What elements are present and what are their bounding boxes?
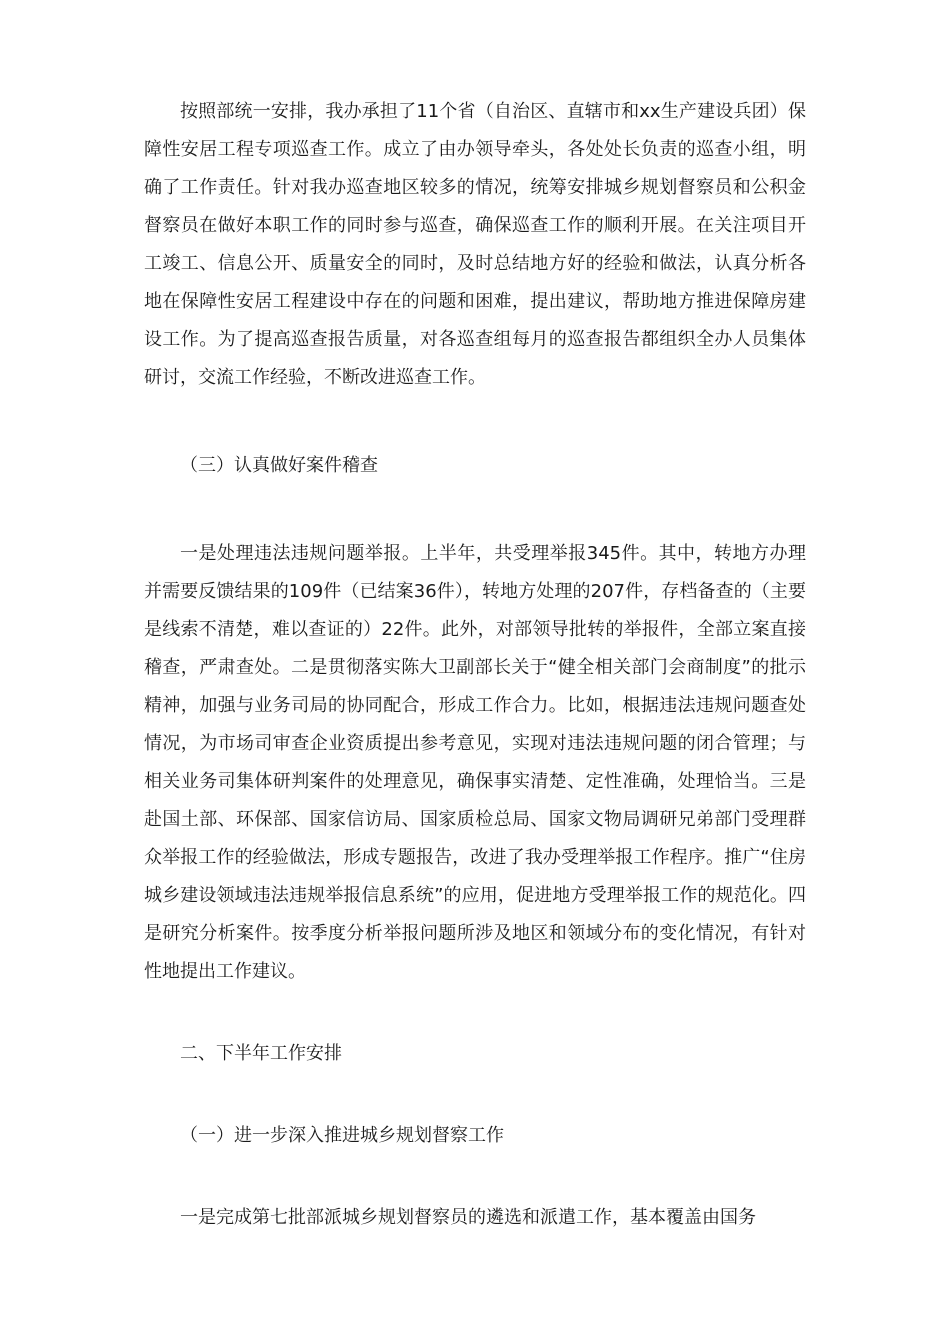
document-body	[144, 93, 806, 1237]
spacer	[144, 1073, 806, 1117]
spacer	[144, 1155, 806, 1199]
spacer	[144, 991, 806, 1035]
spacer	[144, 485, 806, 535]
paragraph-inspection-work: 按照部统一安排，我办承担了11个省（自治区、直辖市和xx生产建设兵团）保障性安居工程专项巡查工作。成立了由办领导牵头，各处处长负责的巡查小组，明确了工作责任。针对我办巡查地区较多的情况，统筹安排城乡规划督察员和公积金督察员在做好本职工作的同时参与巡查，确保巡查工作的顺利开展。在关注项目开工竣工、信息公开、质量安全的同时，及时总结地方好的经验和做法，认真分析各地在保障性安居工程建设中存在的问题和困难，提出建议，帮助地方推进保障房建设工作。为了提高巡查报告质量，对各巡查组每月的巡查报告都组织全办人员集体研讨，交流工作经验，不断改进巡查工作。	[144, 101, 806, 388]
heading-second-half-plan: 二、下半年工作安排	[180, 1043, 342, 1064]
paragraph-inspector-selection: 一是完成第七批部派城乡规划督察员的遴选和派遣工作，基本覆盖由国务	[180, 1207, 756, 1228]
paragraph-case-handling: 一是处理违法违规问题举报。上半年，共受理举报345件。其中，转地方办理并需要反馈结果的109件（已结案36件），转地方处理的207件，存档备查的（主要是线索不清楚，难以查证的）22件。此外，对部领导批转的举报件，全部立案直接稽查，严肃查处。二是贯彻落实陈大卫副部长关于“健全相关部门会商制度”的批示精神，加强与业务司局的协同配合，形成工作合力。比如，根据违法违规问题查处情况，为市场司审查企业资质提出参考意见，实现对违法违规问题的闭合管理；与相关业务司集体研判案件的处理意见，确保事实清楚、定性准确，处理恰当。三是赴国土部、环保部、国家信访局、国家质检总局、国家文物局调研兄弟部门受理群众举报工作的经验做法，形成专题报告，改进了我办受理举报工作程序。推广“住房城乡建设领域违法违规举报信息系统”的应用，促进地方受理举报工作的规范化。四是研究分析案件。按季度分析举报问题所涉及地区和领域分布的变化情况，有针对性地提出工作建议。	[144, 543, 806, 982]
heading-urban-rural-planning: （一）进一步深入推进城乡规划督察工作	[180, 1125, 504, 1146]
heading-case-inspection: （三）认真做好案件稽查	[180, 455, 378, 476]
spacer	[144, 397, 806, 447]
